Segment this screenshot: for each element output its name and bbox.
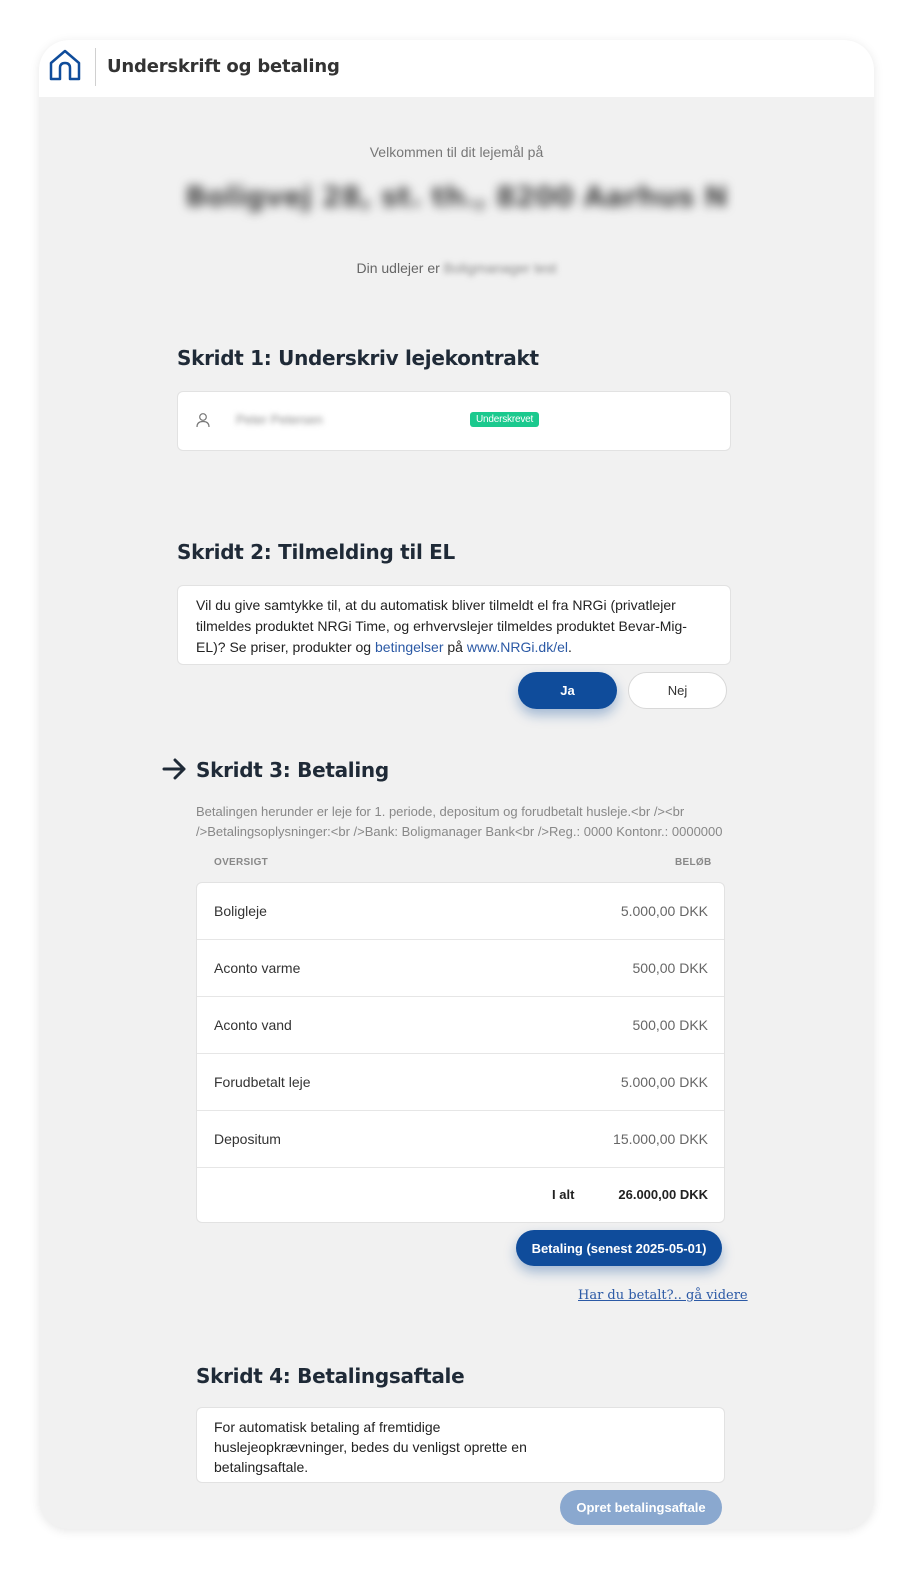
house-icon[interactable] (48, 48, 82, 82)
table-row (197, 1111, 724, 1168)
landlord-name: Boligmanager test (443, 260, 557, 276)
pay-button[interactable]: Betaling (senest 2025-05-01) (516, 1230, 722, 1266)
row-label: Aconto vand (214, 1017, 292, 1033)
create-agreement-button[interactable]: Opret betalingsaftale (560, 1490, 722, 1525)
table-row (197, 1054, 724, 1111)
row-amount: 5.000,00 DKK (620, 903, 708, 919)
step1-title: Skridt 1: Underskriv lejekontrakt (177, 346, 539, 370)
col-header-amount: BELØB (675, 857, 712, 868)
already-paid-link[interactable]: Har du betalt?.. gå videre (578, 1288, 748, 1303)
step2-title: Skridt 2: Tilmelding til EL (177, 540, 455, 564)
step3-title: Skridt 3: Betaling (196, 758, 389, 782)
app-frame (39, 40, 874, 1529)
step4-title: Skridt 4: Betalingsaftale (196, 1364, 465, 1388)
agreement-text: For automatisk betaling af fremtidige huslejeopkrævninger, bedes du venligst oprette en betalingsaftale. (214, 1419, 527, 1475)
row-amount: 500,00 DKK (632, 960, 708, 976)
total-label: I alt (552, 1187, 575, 1202)
nrgi-site-link[interactable]: www.NRGi.dk/el (466, 639, 568, 655)
row-amount: 15.000,00 DKK (613, 1131, 708, 1147)
signer-name: Peter Petersen (236, 412, 323, 427)
consent-text-part1: Vil du give samtykke til, at du automatisk bliver tilmeldt el fra NRGi (privatlejer tilmeldes produktet NRGi Time, og erhvervslejer tilmeldes produktet Bevar-Mig-EL)? Se priser, produkter og (196, 597, 687, 655)
row-label: Boligleje (214, 903, 267, 919)
agreement-card (196, 1407, 725, 1483)
total-amount: 26.000,00 DKK (618, 1187, 708, 1202)
top-bar (39, 40, 874, 97)
table-row (197, 940, 724, 997)
header-divider (95, 48, 96, 86)
user-icon (196, 412, 210, 428)
row-amount: 5.000,00 DKK (620, 1074, 708, 1090)
terms-link[interactable]: betingelser (375, 639, 444, 655)
status-badge: Underskrevet (470, 412, 539, 427)
no-button[interactable]: Nej (628, 672, 727, 709)
yes-button[interactable]: Ja (518, 672, 617, 709)
consent-text-part2: på (443, 639, 467, 655)
lease-address: Boligvej 28, st. th., 8200 Aarhus N (185, 180, 728, 213)
payment-description: Betalingen herunder er leje for 1. periode, depositum og forudbetalt husleje.<br /><br />Betalingsoplysninger:<br />Bank: Boligmanager Bank<br />Reg.: 0000 Kontonr.: 0000000 (196, 804, 723, 839)
payment-table (196, 882, 725, 1223)
landlord-line (39, 260, 874, 276)
consent-text (196, 595, 716, 658)
row-amount: 500,00 DKK (632, 1017, 708, 1033)
table-row (197, 883, 724, 940)
row-label: Forudbetalt leje (214, 1074, 311, 1090)
page-title: Underskrift og betaling (107, 56, 340, 77)
col-header-overview: OVERSIGT (214, 857, 269, 868)
consent-card (177, 585, 731, 665)
consent-text-part3: . (568, 639, 572, 655)
arrow-right-icon (162, 758, 188, 780)
table-row (197, 997, 724, 1054)
landlord-prefix: Din udlejer er (356, 260, 440, 276)
welcome-text: Velkommen til dit lejemål på (369, 144, 544, 160)
row-label: Aconto varme (214, 960, 301, 976)
row-label: Depositum (214, 1131, 281, 1147)
signer-card (177, 391, 731, 451)
